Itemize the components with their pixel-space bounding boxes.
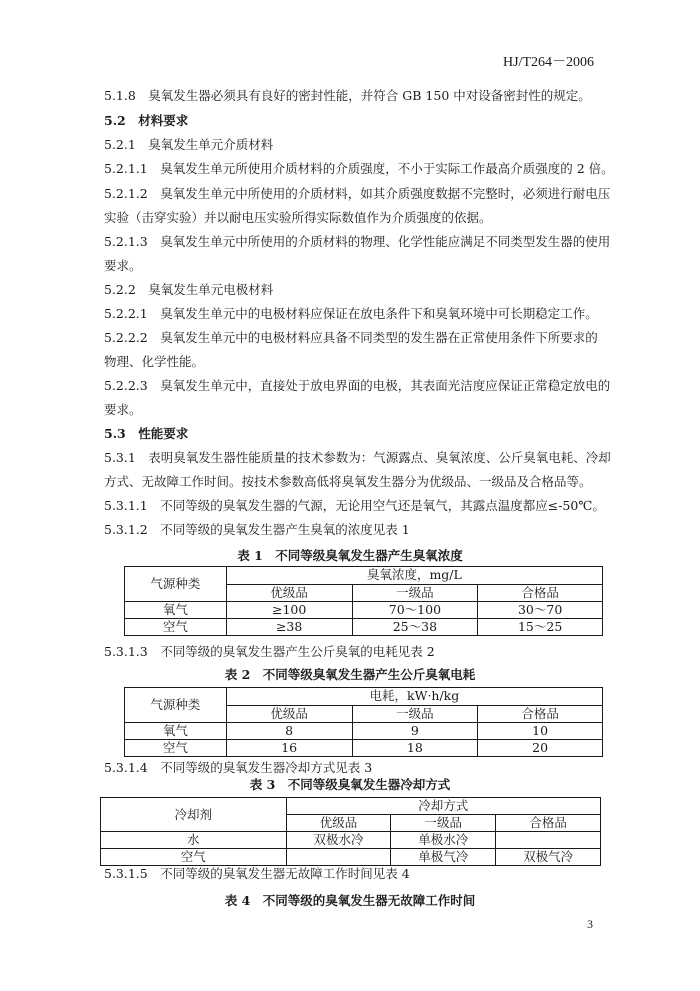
clause-5-2-2-3-cont: 要求。 xyxy=(104,402,142,417)
clause-5-1-8: 5.1.8 臭氧发生器必须具有良好的密封性能，并符合 GB 150 中对设备密封性的规定。 xyxy=(104,88,591,103)
table-cell: 氧气 xyxy=(125,723,227,740)
table-row xyxy=(101,849,601,866)
table-4-caption: 表 4 不同等级的臭氧发生器无故障工作时间 xyxy=(224,893,476,908)
clause-5-2-2-3: 5.2.2.3 臭氧发生单元中，直接处于放电界面的电极，其表面光洁度应保证正常稳定放电的 xyxy=(104,378,611,393)
clause-5-2-1-1: 5.2.1.1 臭氧发生单元所使用介质材料的介质强度，不小于实际工作最高介质强度的 2 倍。 xyxy=(104,161,614,176)
clause-5-3-1-4: 5.3.1.4 不同等级的臭氧发生器冷却方式见表 3 xyxy=(104,760,373,775)
section-heading-5-3: 5.3 性能要求 xyxy=(104,426,189,441)
clause-5-2-2: 5.2.2 臭氧发生单元电极材料 xyxy=(104,282,274,297)
table-cell: 双极气冷 xyxy=(496,849,601,866)
table-cell: 双极水冷 xyxy=(286,832,391,849)
clause-5-3-1-1: 5.3.1.1 不同等级的臭氧发生器的气源，无论用空气还是氧气，其露点温度都应≤-50℃。 xyxy=(104,498,605,513)
clause-5-3-1-2: 5.3.1.2 不同等级的臭氧发生器产生臭氧的浓度见表 1 xyxy=(104,522,410,537)
table-cell: 单极气冷 xyxy=(391,849,496,866)
clause-5-2-1-2: 5.2.1.2 臭氧发生单元中所使用的介质材料，如其介质强度数据不完整时，必须进行耐电压 xyxy=(104,186,611,201)
table-cell: 25～38 xyxy=(352,619,478,636)
table-cell: 空气 xyxy=(101,849,287,866)
table-2-grade-premium: 优级品 xyxy=(226,705,352,723)
table-2-grade-first: 一级品 xyxy=(352,705,478,723)
clause-5-2-1-3-cont: 要求。 xyxy=(104,258,142,273)
table-cell: 70～100 xyxy=(352,602,478,619)
table-2-header-gas-source: 气源种类 xyxy=(125,688,227,723)
table-1-grade-qualified: 合格品 xyxy=(478,584,603,602)
clause-5-2-1-2-cont: 实验（击穿实验）并以耐电压实验所得实际数值作为介质强度的依据。 xyxy=(104,210,492,225)
section-heading-5-2: 5.2 材料要求 xyxy=(104,113,189,128)
table-cell xyxy=(286,849,391,866)
table-1-grade-first: 一级品 xyxy=(352,584,478,602)
clause-5-2-2-1: 5.2.2.1 臭氧发生单元中的电极材料应保证在放电条件下和臭氧环境中可长期稳定工作。 xyxy=(104,306,598,321)
table-cell: 8 xyxy=(226,723,352,740)
clause-5-3-1-5: 5.3.1.5 不同等级的臭氧发生器无故障工作时间见表 4 xyxy=(104,866,410,881)
table-cell: 16 xyxy=(226,740,352,757)
clause-5-2-2-2-cont: 物理、化学性能。 xyxy=(104,354,205,369)
table-3-cooling-method xyxy=(100,797,601,866)
table-1-grade-premium: 优级品 xyxy=(226,584,352,602)
table-cell: 10 xyxy=(478,723,603,740)
table-cell: 氧气 xyxy=(125,602,227,619)
table-cell: 15～25 xyxy=(478,619,603,636)
table-2-caption: 表 2 不同等级臭氧发生器产生公斤臭氧电耗 xyxy=(224,667,476,682)
table-cell: 空气 xyxy=(125,619,227,636)
table-cell: 空气 xyxy=(125,740,227,757)
clause-5-3-1-3: 5.3.1.3 不同等级的臭氧发生器产生公斤臭氧的电耗见表 2 xyxy=(104,644,435,659)
table-1-ozone-concentration xyxy=(124,566,603,636)
clause-5-2-1-3: 5.2.1.3 臭氧发生单元中所使用的介质材料的物理、化学性能应满足不同类型发生器的使用 xyxy=(104,234,611,249)
table-cell: ≥38 xyxy=(226,619,352,636)
table-cell xyxy=(496,832,601,849)
table-cell: 水 xyxy=(101,832,287,849)
table-cell: 18 xyxy=(352,740,478,757)
document-id: HJ/T264－2006 xyxy=(503,55,594,70)
table-2-power-consumption xyxy=(124,687,603,757)
table-2-header-power: 电耗，kW·h/kg xyxy=(226,688,602,706)
table-row xyxy=(125,619,603,636)
clause-5-3-1-cont: 方式、无故障工作时间。按技术参数高低将臭氧发生器分为优级品、一级品及合格品等。 xyxy=(104,474,592,489)
table-3-caption: 表 3 不同等级臭氧发生器冷却方式 xyxy=(249,777,451,792)
table-cell: 20 xyxy=(478,740,603,757)
table-cell: 单极水冷 xyxy=(391,832,496,849)
table-3-header-cooling: 冷却方式 xyxy=(286,798,600,815)
table-3-grade-premium: 优级品 xyxy=(286,815,391,832)
page-number: 3 xyxy=(587,917,593,931)
table-3-grade-first: 一级品 xyxy=(391,815,496,832)
table-3-header-coolant: 冷却剂 xyxy=(101,798,287,832)
clause-5-3-1: 5.3.1 表明臭氧发生器性能质量的技术参数为：气源露点、臭氧浓度、公斤臭氧电耗、冷却 xyxy=(104,450,611,465)
table-1-header-concentration: 臭氧浓度，mg/L xyxy=(226,567,602,585)
table-3-grade-qualified: 合格品 xyxy=(496,815,601,832)
table-row xyxy=(125,602,603,619)
table-1-caption: 表 1 不同等级臭氧发生器产生臭氧浓度 xyxy=(237,548,463,563)
table-row xyxy=(125,723,603,740)
table-cell: 9 xyxy=(352,723,478,740)
clause-5-2-1: 5.2.1 臭氧发生单元介质材料 xyxy=(104,137,274,152)
table-cell: 30～70 xyxy=(478,602,603,619)
table-row xyxy=(125,740,603,757)
table-row xyxy=(101,832,601,849)
table-cell: ≥100 xyxy=(226,602,352,619)
table-1-header-gas-source: 气源种类 xyxy=(125,567,227,602)
table-2-grade-qualified: 合格品 xyxy=(478,705,603,723)
clause-5-2-2-2: 5.2.2.2 臭氧发生单元中的电极材料应具备不同类型的发生器在正常使用条件下所要求的 xyxy=(104,330,598,345)
